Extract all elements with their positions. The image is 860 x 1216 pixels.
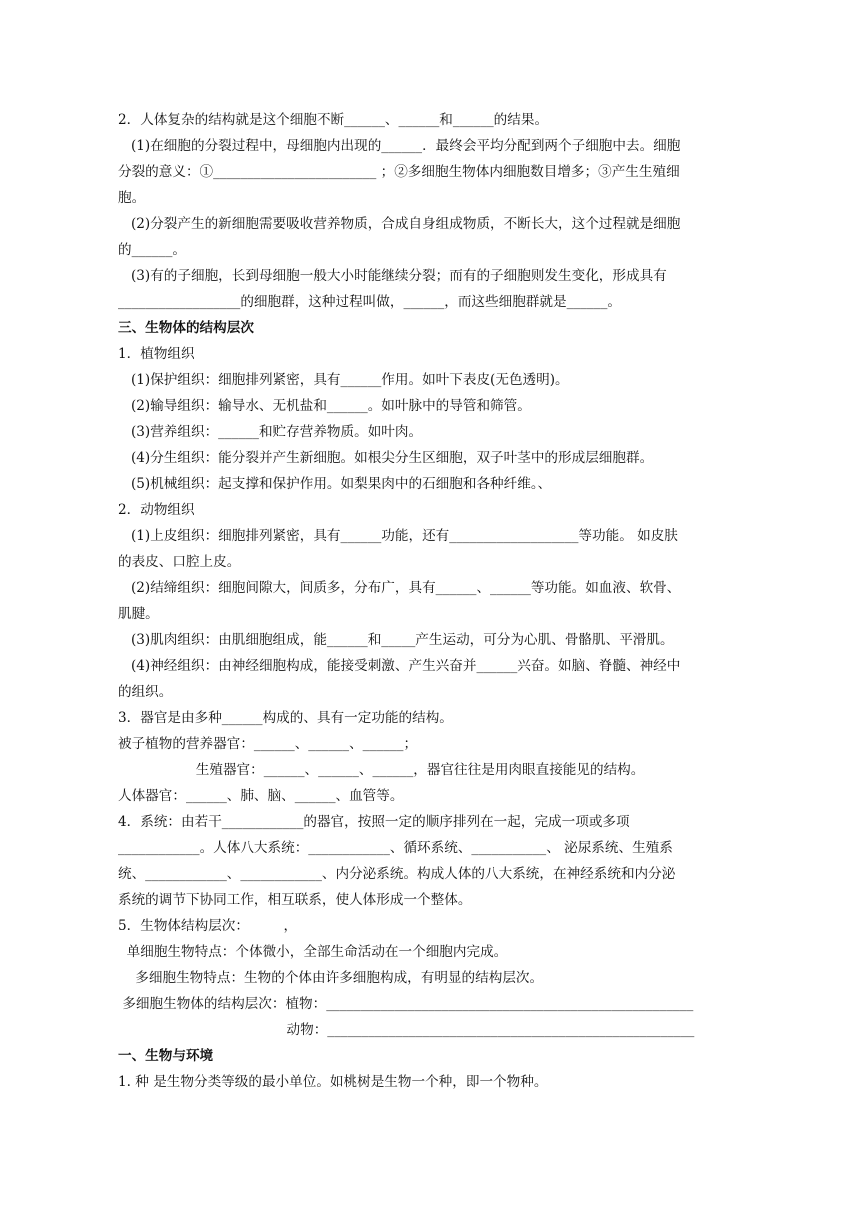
text-line: (2)分裂产生的新细胞需要吸收营养物质，合成自身组成物质，不断长大，这个过程就是细胞 bbox=[118, 216, 681, 232]
text-line: (2)结缔组织：细胞间隙大，间质多，分布广，具有______、______等功能。如血液、软骨、 bbox=[118, 580, 681, 596]
text-line: 单细胞生物特点：个体微小，全部生命活动在一个细胞内完成。 bbox=[118, 944, 508, 960]
text-line: 肌腱。 bbox=[118, 606, 159, 622]
text-line: (4)神经组织：由神经细胞构成，能接受刺激、产生兴奋并______兴奋。如脑、脊髓、神经中 bbox=[118, 658, 681, 674]
text-line: 2．人体复杂的结构就是这个细胞不断______、______和______的结果。 bbox=[118, 112, 549, 128]
text-line: 多细胞生物体的结构层次：植物：______________________________________________________ bbox=[118, 996, 694, 1012]
text-line: __________________的细胞群，这种过程叫做，______，而这些细胞群就是______。 bbox=[118, 294, 621, 310]
text-line: 的表皮、口腔上皮。 bbox=[118, 554, 241, 570]
text-line: 统、____________、____________、内分泌系统。构成人体的八大系统，在神经系统和内分泌 bbox=[118, 866, 676, 882]
text-line: 被子植物的营养器官：______、______、______； bbox=[118, 736, 418, 752]
text-line: (2)输导组织：输导水、无机盐和______。如叶脉中的导管和筛管。 bbox=[118, 398, 531, 414]
text-line: ____________。人体八大系统：____________、循环系统、___________、 泌尿系统、生殖系 bbox=[118, 840, 673, 856]
text-line: (5)机械组织：起支撑和保护作用。如梨果肉中的石细胞和各种纤维。、 bbox=[118, 476, 552, 492]
text-line: 动物：______________________________________________________ bbox=[118, 1022, 695, 1038]
text-line: (3)营养组织：______和贮存营养物质。如叶肉。 bbox=[118, 424, 423, 440]
section-heading: 一、生物与环境 bbox=[118, 1048, 214, 1064]
text-line: 5．生物体结构层次： ， bbox=[118, 918, 298, 934]
text-line: 胞。 bbox=[118, 190, 146, 206]
text-line: 4．系统：由若干____________的器官，按照一定的顺序排列在一起，完成一项或多项 bbox=[118, 814, 630, 830]
text-line: (1)在细胞的分裂过程中，母细胞内出现的______．最终会平均分配到两个子细胞中去。细胞 bbox=[118, 138, 681, 154]
text-line: 1. 种 是生物分类等级的最小单位。如桃树是生物一个种，即一个物种。 bbox=[118, 1074, 548, 1090]
text-line: (4)分生组织：能分裂并产生新细胞。如根尖分生区细胞，双子叶茎中的形成层细胞群。 bbox=[118, 450, 654, 466]
text-line: 的______。 bbox=[118, 242, 186, 258]
text-line: 分裂的意义：①________________________ ；②多细胞生物体内细胞数目增多；③产生生殖细 bbox=[118, 164, 680, 180]
text-line: 的组织。 bbox=[118, 684, 173, 700]
text-line: (3)有的子细胞，长到母细胞一般大小时能继续分裂；而有的子细胞则发生变化，形成具有 bbox=[118, 268, 667, 284]
text-line: 系统的调节下协同工作，相互联系，使人体形成一个整体。 bbox=[118, 892, 472, 908]
text-line: 1．植物组织 bbox=[118, 346, 195, 362]
text-line: (1)保护组织：细胞排列紧密，具有______作用。如叶下表皮(无色透明)。 bbox=[118, 372, 569, 388]
text-line: 3．器官是由多种______构成的、具有一定功能的结构。 bbox=[118, 710, 453, 726]
text-line: 生殖器官：______、______、______，器官往往是用肉眼直接能见的结构。 bbox=[118, 762, 645, 778]
section-heading: 三、生物体的结构层次 bbox=[118, 320, 254, 336]
text-line: (1)上皮组织：细胞排列紧密，具有______功能，还有___________________等功能。 如皮肤 bbox=[118, 528, 678, 544]
text-line: 多细胞生物特点：生物的个体由许多细胞构成，有明显的结构层次。 bbox=[118, 970, 544, 986]
text-line: 2．动物组织 bbox=[118, 502, 195, 518]
text-line: (3)肌肉组织：由肌细胞组成，能______和_____产生运动，可分为心肌、骨骼肌、平滑肌。 bbox=[118, 632, 674, 648]
text-line: 人体器官：______、肺、脑、______、血管等。 bbox=[118, 788, 404, 804]
